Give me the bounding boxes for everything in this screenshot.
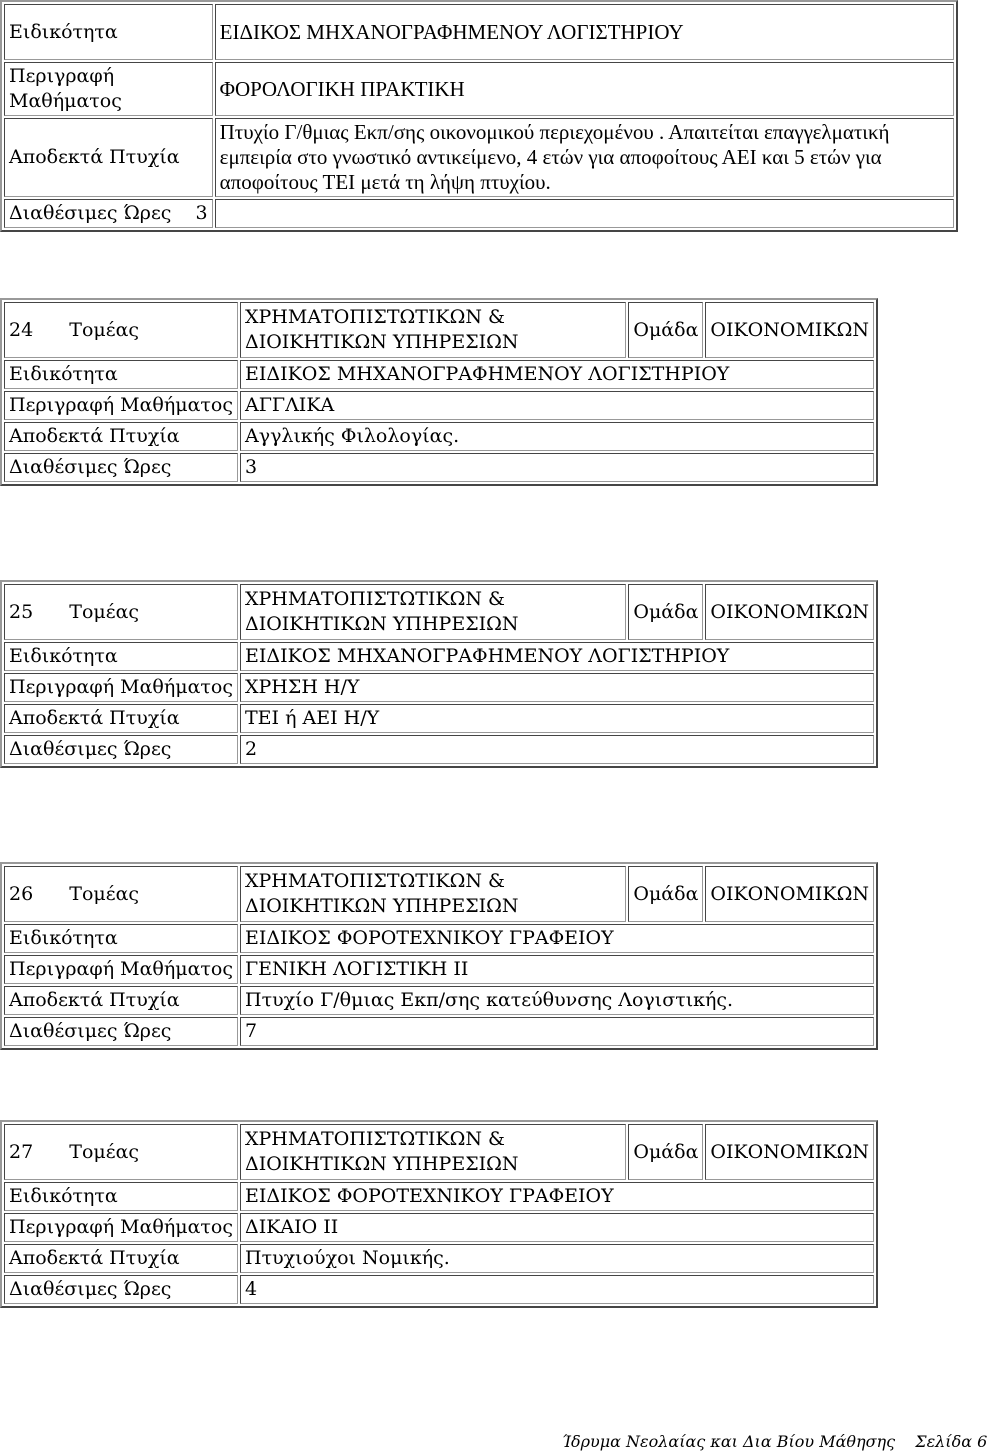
degrees-label: Αποδεκτά Πτυχία <box>4 986 238 1015</box>
degrees-value: Αγγλικής Φιλολογίας. <box>240 422 874 451</box>
hours-value: 3 <box>240 453 874 482</box>
group-label: Ομάδα <box>628 1124 703 1180</box>
degrees-value: ΤΕΙ ή ΑΕΙ Η/Υ <box>240 704 874 733</box>
hours-label: Διαθέσιμες Ώρες <box>4 1275 238 1304</box>
entry-number: 27 <box>9 1140 34 1163</box>
hours-label: Διαθέσιμες Ώρες <box>4 453 238 482</box>
hours-value: 7 <box>240 1017 874 1046</box>
course-value: ΧΡΗΣΗ Η/Υ <box>240 673 874 702</box>
specialty-value: ΕΙΔΙΚΟΣ ΦΟΡΟΤΕΧΝΙΚΟΥ ΓΡΑΦΕΙΟΥ <box>240 1182 874 1211</box>
sector-label: Τομέας <box>69 882 140 905</box>
top-course-table <box>0 0 958 232</box>
degrees-value: Πτυχίο Γ/θμιας Εκπ/σης οικονομικού περιεχομένου . Απαιτείται επαγγελματική εμπειρία στο γνωστικό αντικείμενο, 4 ετών για αποφοίτους ΑΕΙ και 5 ετών για αποφοίτους ΤΕΙ μετά τη λήψη πτυχίου. <box>215 118 954 197</box>
hours-row <box>4 735 874 764</box>
sector-value: ΧΡΗΜΑΤΟΠΙΣΤΩΤΙΚΩΝ & ΔΙΟΙΚΗΤΙΚΩΝ ΥΠΗΡΕΣΙΩΝ <box>240 1124 626 1180</box>
group-label: Ομάδα <box>628 866 703 922</box>
degrees-row <box>4 422 874 451</box>
degrees-row <box>4 986 874 1015</box>
hours-row <box>4 453 874 482</box>
specialty-row <box>4 924 874 953</box>
specialty-value: ΕΙΔΙΚΟΣ ΜΗΧΑΝΟΓΡΑΦΗΜΕΝΟΥ ΛΟΓΙΣΤΗΡΙΟΥ <box>215 4 954 60</box>
group-value: ΟΙΚΟΝΟΜΙΚΩΝ <box>705 302 874 358</box>
group-value: ΟΙΚΟΝΟΜΙΚΩΝ <box>705 866 874 922</box>
footer-page-number: Σελίδα 6 <box>915 1432 987 1451</box>
degrees-label: Αποδεκτά Πτυχία <box>4 422 238 451</box>
course-row <box>4 391 874 420</box>
specialty-label: Ειδικότητα <box>4 360 238 389</box>
specialty-value: ΕΙΔΙΚΟΣ ΦΟΡΟΤΕΧΝΙΚΟΥ ΓΡΑΦΕΙΟΥ <box>240 924 874 953</box>
course-entry-table <box>0 298 878 486</box>
course-value: ΑΓΓΛΙΚΑ <box>240 391 874 420</box>
degrees-value: Πτυχίο Γ/θμιας Εκπ/σης κατεύθυνσης Λογιστικής. <box>240 986 874 1015</box>
degrees-row <box>4 704 874 733</box>
course-value: ΦΟΡΟΛΟΓΙΚΗ ΠΡΑΚΤΙΚΗ <box>215 62 954 116</box>
entry-number: 24 <box>9 318 34 341</box>
hours-value: 3 <box>195 202 208 224</box>
specialty-label: Ειδικότητα <box>4 4 213 60</box>
course-row <box>4 673 874 702</box>
sector-row <box>4 584 874 640</box>
group-label: Ομάδα <box>628 584 703 640</box>
specialty-label: Ειδικότητα <box>4 642 238 671</box>
sector-row <box>4 866 874 922</box>
hours-label: Διαθέσιμες Ώρες <box>4 1017 238 1046</box>
specialty-label: Ειδικότητα <box>4 924 238 953</box>
hours-row <box>4 199 954 228</box>
specialty-label: Ειδικότητα <box>4 1182 238 1211</box>
group-value: ΟΙΚΟΝΟΜΙΚΩΝ <box>705 1124 874 1180</box>
hours-value: 4 <box>240 1275 874 1304</box>
course-label: Περιγραφή Μαθήματος <box>4 673 238 702</box>
sector-label: Τομέας <box>69 1140 140 1163</box>
hours-value: 2 <box>240 735 874 764</box>
specialty-row <box>4 1182 874 1211</box>
hours-row <box>4 1017 874 1046</box>
course-entry-table <box>0 580 878 768</box>
sector-label: Τομέας <box>69 318 140 341</box>
sector-value: ΧΡΗΜΑΤΟΠΙΣΤΩΤΙΚΩΝ & ΔΙΟΙΚΗΤΙΚΩΝ ΥΠΗΡΕΣΙΩΝ <box>240 866 626 922</box>
course-row <box>4 955 874 984</box>
number-sector-cell <box>4 584 238 640</box>
course-row <box>4 1213 874 1242</box>
degrees-label: Αποδεκτά Πτυχία <box>4 118 213 197</box>
entry-number: 25 <box>9 600 34 623</box>
hours-label: Διαθέσιμες Ώρες <box>4 735 238 764</box>
specialty-row <box>4 360 874 389</box>
entry-number: 26 <box>9 882 34 905</box>
course-label: Περιγραφή Μαθήματος <box>4 62 213 116</box>
number-sector-cell <box>4 1124 238 1180</box>
specialty-row <box>4 4 954 60</box>
degrees-row <box>4 1244 874 1273</box>
degrees-label: Αποδεκτά Πτυχία <box>4 704 238 733</box>
footer-organization: Ίδρυμα Νεολαίας και Δια Βίου Μάθησης <box>562 1432 896 1451</box>
specialty-value: ΕΙΔΙΚΟΣ ΜΗΧΑΝΟΓΡΑΦΗΜΕΝΟΥ ΛΟΓΙΣΤΗΡΙΟΥ <box>240 360 874 389</box>
hours-empty <box>215 199 954 228</box>
degrees-row <box>4 118 954 197</box>
group-value: ΟΙΚΟΝΟΜΙΚΩΝ <box>705 584 874 640</box>
specialty-value: ΕΙΔΙΚΟΣ ΜΗΧΑΝΟΓΡΑΦΗΜΕΝΟΥ ΛΟΓΙΣΤΗΡΙΟΥ <box>240 642 874 671</box>
sector-row <box>4 1124 874 1180</box>
hours-row <box>4 1275 874 1304</box>
course-entry-table <box>0 1120 878 1308</box>
course-value: ΓΕΝΙΚΗ ΛΟΓΙΣΤΙΚΗ ΙΙ <box>240 955 874 984</box>
sector-row <box>4 302 874 358</box>
degrees-value: Πτυχιούχοι Νομικής. <box>240 1244 874 1273</box>
degrees-label: Αποδεκτά Πτυχία <box>4 1244 238 1273</box>
hours-label-text: Διαθέσιμες Ώρες <box>9 202 172 224</box>
course-value: ΔΙΚΑΙΟ ΙΙ <box>240 1213 874 1242</box>
sector-value: ΧΡΗΜΑΤΟΠΙΣΤΩΤΙΚΩΝ & ΔΙΟΙΚΗΤΙΚΩΝ ΥΠΗΡΕΣΙΩΝ <box>240 584 626 640</box>
sector-value: ΧΡΗΜΑΤΟΠΙΣΤΩΤΙΚΩΝ & ΔΙΟΙΚΗΤΙΚΩΝ ΥΠΗΡΕΣΙΩΝ <box>240 302 626 358</box>
number-sector-cell <box>4 866 238 922</box>
course-entry-table <box>0 862 878 1050</box>
sector-label: Τομέας <box>69 600 140 623</box>
hours-label <box>4 199 213 228</box>
group-label: Ομάδα <box>628 302 703 358</box>
course-label: Περιγραφή Μαθήματος <box>4 391 238 420</box>
course-label: Περιγραφή Μαθήματος <box>4 955 238 984</box>
course-label: Περιγραφή Μαθήματος <box>4 1213 238 1242</box>
number-sector-cell <box>4 302 238 358</box>
specialty-row <box>4 642 874 671</box>
course-row <box>4 62 954 116</box>
page-footer <box>562 1432 987 1451</box>
